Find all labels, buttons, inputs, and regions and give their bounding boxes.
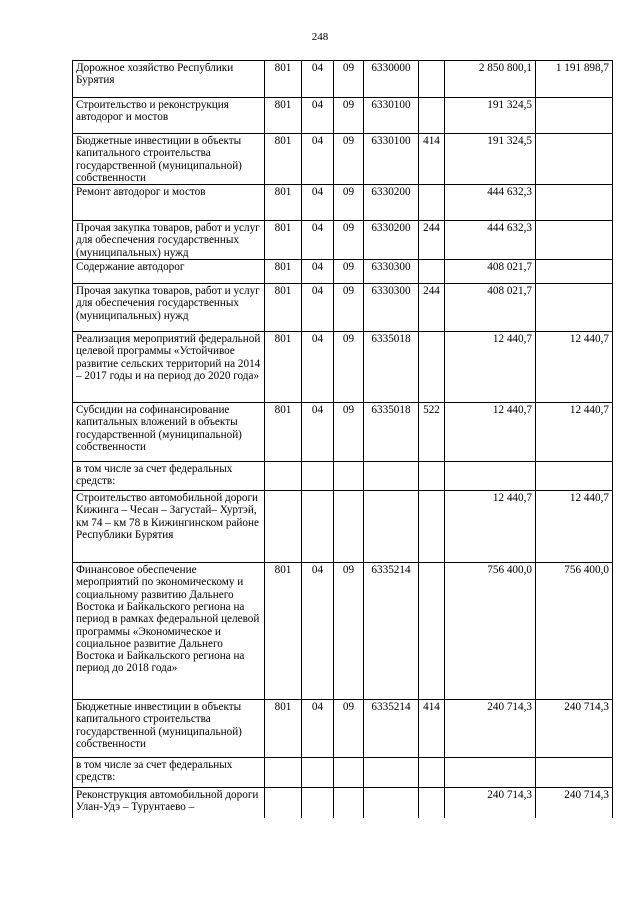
page-number: 248 (311, 31, 329, 43)
row-target-code (364, 788, 419, 818)
row-amount-federal: 240 714,3 (536, 700, 613, 758)
row-expense-type-code (419, 758, 445, 788)
row-amount-total: 240 714,3 (445, 700, 536, 758)
row-name: Строительство автомобильной дороги Кижинга – Чесан – Загустай– Хуртэй, км 74 – км 78 в Кижингинском районе Республики Бурятия (73, 491, 265, 563)
row-name: Строительство и реконструкция автодорог и мостов (73, 98, 265, 134)
row-name: Финансовое обеспечение мероприятий по экономическому и социальному развитию Дальнего Востока и Байкальского региона на период в рамках федеральной целевой программы «Экономическое и социальное развитие Дальнего Востока и Байкальского региона на период до 2018 года» (73, 563, 265, 700)
row-amount-federal (536, 284, 613, 332)
row-amount-federal: 12 440,7 (536, 491, 613, 563)
table-row (73, 134, 613, 185)
row-subsection-code (334, 788, 364, 818)
row-expense-type-code (419, 185, 445, 221)
row-amount-total (445, 462, 536, 491)
row-amount-federal (536, 185, 613, 221)
table-row (73, 260, 613, 284)
row-amount-total: 408 021,7 (445, 284, 536, 332)
table-row (73, 788, 613, 818)
row-ved-code: 801 (265, 221, 302, 260)
row-ved-code (265, 758, 302, 788)
row-name: Субсидии на софинансирование капитальных вложений в объекты государственной (муниципальной) собственности (73, 403, 265, 462)
row-section-code: 04 (302, 134, 334, 185)
row-name: Бюджетные инвестиции в объекты капитального строительства государственной (муниципальной) собственности (73, 700, 265, 758)
row-amount-federal (536, 758, 613, 788)
row-name: Бюджетные инвестиции в объекты капитального строительства государственной (муниципальной) собственности (73, 134, 265, 185)
table-row (73, 758, 613, 788)
row-subsection-code: 09 (334, 563, 364, 700)
row-section-code: 04 (302, 284, 334, 332)
row-ved-code: 801 (265, 332, 302, 403)
row-ved-code (265, 462, 302, 491)
row-subsection-code: 09 (334, 260, 364, 284)
row-subsection-code (334, 462, 364, 491)
row-section-code: 04 (302, 700, 334, 758)
row-amount-federal (536, 260, 613, 284)
row-expense-type-code: 414 (419, 700, 445, 758)
row-amount-total: 444 632,3 (445, 221, 536, 260)
row-subsection-code: 09 (334, 403, 364, 462)
row-ved-code (265, 788, 302, 818)
row-expense-type-code (419, 491, 445, 563)
row-section-code: 04 (302, 563, 334, 700)
row-expense-type-code (419, 462, 445, 491)
table-row (73, 462, 613, 491)
row-subsection-code (334, 491, 364, 563)
table-row (73, 221, 613, 260)
row-expense-type-code: 414 (419, 134, 445, 185)
row-section-code (302, 788, 334, 818)
row-amount-federal (536, 98, 613, 134)
row-amount-federal: 12 440,7 (536, 403, 613, 462)
table-row (73, 185, 613, 221)
row-amount-total: 2 850 800,1 (445, 61, 536, 98)
row-name: Реализация мероприятий федеральной целевой программы «Устойчивое развитие сельских территорий на 2014 – 2017 годы и на период до 2020 года» (73, 332, 265, 403)
row-amount-total: 444 632,3 (445, 185, 536, 221)
row-target-code (364, 462, 419, 491)
row-ved-code: 801 (265, 700, 302, 758)
row-section-code: 04 (302, 332, 334, 403)
row-amount-federal (536, 221, 613, 260)
row-amount-federal: 756 400,0 (536, 563, 613, 700)
row-target-code: 6335214 (364, 563, 419, 700)
row-amount-total: 191 324,5 (445, 134, 536, 185)
row-target-code (364, 758, 419, 788)
row-amount-total: 12 440,7 (445, 332, 536, 403)
row-section-code: 04 (302, 98, 334, 134)
row-target-code: 6330100 (364, 134, 419, 185)
row-target-code: 6330100 (364, 98, 419, 134)
row-ved-code: 801 (265, 284, 302, 332)
row-ved-code: 801 (265, 260, 302, 284)
row-name: Содержание автодорог (73, 260, 265, 284)
row-amount-federal (536, 462, 613, 491)
row-ved-code: 801 (265, 185, 302, 221)
row-name: Прочая закупка товаров, работ и услуг для обеспечения государственных (муниципальных) нужд (73, 284, 265, 332)
row-expense-type-code: 244 (419, 284, 445, 332)
row-subsection-code: 09 (334, 185, 364, 221)
row-amount-federal: 240 714,3 (536, 788, 613, 818)
table-row (73, 700, 613, 758)
row-target-code: 6335214 (364, 700, 419, 758)
row-target-code: 6330300 (364, 260, 419, 284)
row-amount-federal: 1 191 898,7 (536, 61, 613, 98)
row-ved-code: 801 (265, 563, 302, 700)
row-amount-total (445, 758, 536, 788)
row-subsection-code: 09 (334, 98, 364, 134)
table-row (73, 61, 613, 98)
row-subsection-code: 09 (334, 332, 364, 403)
row-ved-code (265, 491, 302, 563)
row-section-code: 04 (302, 61, 334, 98)
row-expense-type-code (419, 332, 445, 403)
row-name: в том числе за счет федеральных средств: (73, 758, 265, 788)
row-amount-federal (536, 134, 613, 185)
row-amount-total: 408 021,7 (445, 260, 536, 284)
table-row (73, 98, 613, 134)
row-section-code: 04 (302, 185, 334, 221)
row-amount-total: 12 440,7 (445, 491, 536, 563)
row-ved-code: 801 (265, 403, 302, 462)
row-target-code: 6335018 (364, 403, 419, 462)
row-amount-federal: 12 440,7 (536, 332, 613, 403)
row-expense-type-code (419, 98, 445, 134)
row-name: в том числе за счет федеральных средств: (73, 462, 265, 491)
row-name: Прочая закупка товаров, работ и услуг для обеспечения государственных (муниципальных) нужд (73, 221, 265, 260)
row-amount-total: 756 400,0 (445, 563, 536, 700)
row-expense-type-code (419, 260, 445, 284)
row-amount-total: 12 440,7 (445, 403, 536, 462)
row-ved-code: 801 (265, 61, 302, 98)
table-row (73, 403, 613, 462)
row-subsection-code: 09 (334, 61, 364, 98)
row-name: Ремонт автодорог и мостов (73, 185, 265, 221)
row-section-code: 04 (302, 403, 334, 462)
row-name: Реконструкция автомобильной дороги Улан-Удэ – Турунтаево – (73, 788, 265, 818)
row-target-code: 6330300 (364, 284, 419, 332)
row-target-code: 6330000 (364, 61, 419, 98)
row-subsection-code: 09 (334, 284, 364, 332)
row-ved-code: 801 (265, 98, 302, 134)
row-target-code: 6335018 (364, 332, 419, 403)
row-section-code: 04 (302, 221, 334, 260)
table-row (73, 491, 613, 563)
row-expense-type-code (419, 563, 445, 700)
row-subsection-code (334, 758, 364, 788)
row-name: Дорожное хозяйство Республики Бурятия (73, 61, 265, 98)
row-subsection-code: 09 (334, 221, 364, 260)
row-target-code: 6330200 (364, 185, 419, 221)
row-expense-type-code (419, 61, 445, 98)
row-section-code (302, 462, 334, 491)
row-subsection-code: 09 (334, 700, 364, 758)
row-amount-total: 191 324,5 (445, 98, 536, 134)
row-target-code: 6330200 (364, 221, 419, 260)
row-expense-type-code: 522 (419, 403, 445, 462)
table-row (73, 332, 613, 403)
row-expense-type-code (419, 788, 445, 818)
row-amount-total: 240 714,3 (445, 788, 536, 818)
budget-table (72, 60, 613, 818)
row-ved-code: 801 (265, 134, 302, 185)
row-section-code (302, 758, 334, 788)
row-section-code: 04 (302, 260, 334, 284)
table-row (73, 284, 613, 332)
row-subsection-code: 09 (334, 134, 364, 185)
row-expense-type-code: 244 (419, 221, 445, 260)
row-target-code (364, 491, 419, 563)
row-section-code (302, 491, 334, 563)
table-row (73, 563, 613, 700)
